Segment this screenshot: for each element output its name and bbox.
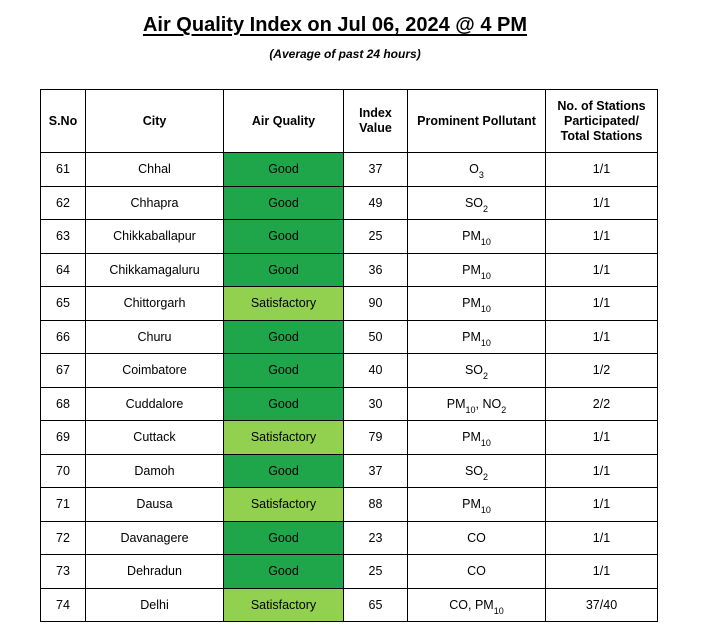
page-title: Air Quality Index on Jul 06, 2024 @ 4 PM — [142, 14, 528, 36]
cell-pollutant — [408, 521, 546, 555]
cell-air-quality: Good — [224, 253, 344, 287]
page-subtitle: (Average of past 24 hours) — [269, 47, 421, 61]
header-air-quality: Air Quality — [224, 90, 344, 153]
cell-stations: 1/1 — [546, 488, 658, 522]
table-row — [41, 454, 658, 488]
header-stations-line1: No. of Stations — [557, 98, 646, 113]
pollutant-subscript: 3 — [478, 170, 484, 181]
cell-air-quality: Good — [224, 220, 344, 254]
cell-city: Coimbatore — [86, 354, 224, 388]
cell-stations: 1/1 — [546, 253, 658, 287]
cell-pollutant — [408, 454, 546, 488]
cell-city: Dausa — [86, 488, 224, 522]
pollutant-subscript: 2 — [483, 471, 489, 482]
cell-stations: 1/1 — [546, 186, 658, 220]
pollutant-name: NO — [482, 396, 502, 411]
cell-city: Chhal — [86, 153, 224, 187]
cell-index-value: 36 — [344, 253, 408, 287]
header-stations-line3: Total Stations — [560, 128, 643, 143]
cell-sno: 72 — [41, 521, 86, 555]
cell-air-quality: Good — [224, 521, 344, 555]
pollutant-subscript: 10 — [480, 304, 491, 315]
pollutant-subscript: 10 — [480, 438, 491, 449]
cell-air-quality: Satisfactory — [224, 488, 344, 522]
cell-air-quality: Good — [224, 454, 344, 488]
cell-city: Chikkaballapur — [86, 220, 224, 254]
pollutant-name: CO — [467, 564, 486, 579]
cell-pollutant — [408, 186, 546, 220]
cell-air-quality: Satisfactory — [224, 287, 344, 321]
cell-city: Dehradun — [86, 555, 224, 589]
cell-city: Churu — [86, 320, 224, 354]
header-index-value — [344, 90, 408, 153]
cell-sno: 74 — [41, 588, 86, 622]
cell-air-quality: Good — [224, 320, 344, 354]
cell-city: Damoh — [86, 454, 224, 488]
table-header-row — [41, 90, 658, 153]
cell-city: Cuttack — [86, 421, 224, 455]
cell-index-value: 37 — [344, 153, 408, 187]
table-body — [41, 153, 658, 622]
table-row — [41, 421, 658, 455]
cell-sno: 66 — [41, 320, 86, 354]
cell-pollutant — [408, 153, 546, 187]
cell-pollutant: $PM_{10}$, $NO_2$ — [408, 387, 546, 421]
header-stations — [546, 90, 658, 153]
cell-sno: 65 — [41, 287, 86, 321]
cell-air-quality: Good — [224, 186, 344, 220]
table-row — [41, 354, 658, 388]
cell-stations: 1/1 — [546, 421, 658, 455]
cell-index-value: 65 — [344, 588, 408, 622]
header-city: City — [86, 90, 224, 153]
cell-index-value: 90 — [344, 287, 408, 321]
cell-sno: 71 — [41, 488, 86, 522]
cell-sno: 64 — [41, 253, 86, 287]
cell-city: Chhapra — [86, 186, 224, 220]
cell-sno: 63 — [41, 220, 86, 254]
table-row — [41, 521, 658, 555]
cell-pollutant — [408, 320, 546, 354]
cell-pollutant — [408, 253, 546, 287]
pollutant-subscript: 10 — [465, 404, 476, 415]
cell-stations: 37/40 — [546, 588, 658, 622]
cell-index-value: 30 — [344, 387, 408, 421]
pollutant-name: CO — [449, 597, 469, 612]
cell-pollutant — [408, 354, 546, 388]
pollutant-name: PM — [462, 329, 481, 344]
pollutant-subscript: 10 — [493, 605, 504, 616]
cell-index-value: 88 — [344, 488, 408, 522]
table-row — [41, 253, 658, 287]
header-sno: S.No — [41, 90, 86, 153]
table-row — [41, 287, 658, 321]
cell-pollutant — [408, 488, 546, 522]
cell-index-value: 49 — [344, 186, 408, 220]
cell-stations: 1/1 — [546, 555, 658, 589]
cell-sno: 68 — [41, 387, 86, 421]
header-index-line1: Index — [359, 106, 392, 120]
cell-city: Chikkamagaluru — [86, 253, 224, 287]
cell-stations: 1/1 — [546, 521, 658, 555]
cell-air-quality: Good — [224, 354, 344, 388]
cell-pollutant — [408, 555, 546, 589]
cell-city: Delhi — [86, 588, 224, 622]
cell-pollutant — [408, 220, 546, 254]
pollutant-name: SO — [464, 195, 484, 210]
table-row — [41, 220, 658, 254]
cell-city: Chittorgarh — [86, 287, 224, 321]
pollutant-name: PM — [474, 597, 494, 612]
cell-pollutant: CO, $PM_{10}$ — [408, 588, 546, 622]
cell-pollutant — [408, 287, 546, 321]
cell-air-quality: Satisfactory — [224, 588, 344, 622]
table-row — [41, 387, 658, 421]
header-pollutant: Prominent Pollutant — [408, 90, 546, 153]
cell-index-value: 25 — [344, 220, 408, 254]
pollutant-subscript: 10 — [480, 337, 491, 348]
cell-stations: 1/1 — [546, 153, 658, 187]
cell-stations: 1/1 — [546, 454, 658, 488]
pollutant-name: PM — [462, 296, 481, 311]
cell-air-quality: Good — [224, 387, 344, 421]
pollutant-name: PM — [462, 229, 481, 244]
table-row — [41, 153, 658, 187]
header-stations-line2: Participated/ — [563, 113, 640, 128]
pollutant-subscript: 2 — [501, 404, 507, 415]
cell-stations: 2/2 — [546, 387, 658, 421]
aqi-table — [40, 89, 658, 622]
cell-sno: 62 — [41, 186, 86, 220]
table-row — [41, 488, 658, 522]
table-row — [41, 588, 658, 622]
table-row — [41, 320, 658, 354]
pollutant-name: PM — [462, 262, 481, 277]
cell-air-quality: Satisfactory — [224, 421, 344, 455]
pollutant-subscript: 2 — [483, 371, 489, 382]
pollutant-subscript: 10 — [480, 237, 491, 248]
cell-stations: 1/1 — [546, 287, 658, 321]
cell-index-value: 40 — [344, 354, 408, 388]
pollutant-name: PM — [462, 430, 481, 445]
pollutant-subscript: 2 — [483, 203, 489, 214]
cell-stations: 1/1 — [546, 220, 658, 254]
header-index-line2: Value — [359, 121, 392, 135]
table-row — [41, 555, 658, 589]
cell-index-value: 23 — [344, 521, 408, 555]
cell-index-value: 79 — [344, 421, 408, 455]
cell-sno: 70 — [41, 454, 86, 488]
cell-air-quality: Good — [224, 153, 344, 187]
pollutant-name: CO — [467, 530, 486, 545]
pollutant-name: SO — [464, 463, 484, 478]
pollutant-name: O — [469, 162, 479, 177]
cell-sno: 61 — [41, 153, 86, 187]
cell-stations: 1/1 — [546, 320, 658, 354]
cell-sno: 67 — [41, 354, 86, 388]
cell-index-value: 25 — [344, 555, 408, 589]
pollutant-subscript: 10 — [480, 505, 491, 516]
table-row — [41, 186, 658, 220]
pollutant-name: PM — [462, 497, 481, 512]
cell-city: Davanagere — [86, 521, 224, 555]
pollutant-name: PM — [446, 396, 466, 411]
cell-air-quality: Good — [224, 555, 344, 589]
cell-sno: 69 — [41, 421, 86, 455]
cell-index-value: 50 — [344, 320, 408, 354]
pollutant-name: SO — [464, 363, 484, 378]
pollutant-subscript: 10 — [480, 270, 491, 281]
cell-city: Cuddalore — [86, 387, 224, 421]
cell-index-value: 37 — [344, 454, 408, 488]
cell-pollutant — [408, 421, 546, 455]
cell-sno: 73 — [41, 555, 86, 589]
cell-stations: 1/2 — [546, 354, 658, 388]
